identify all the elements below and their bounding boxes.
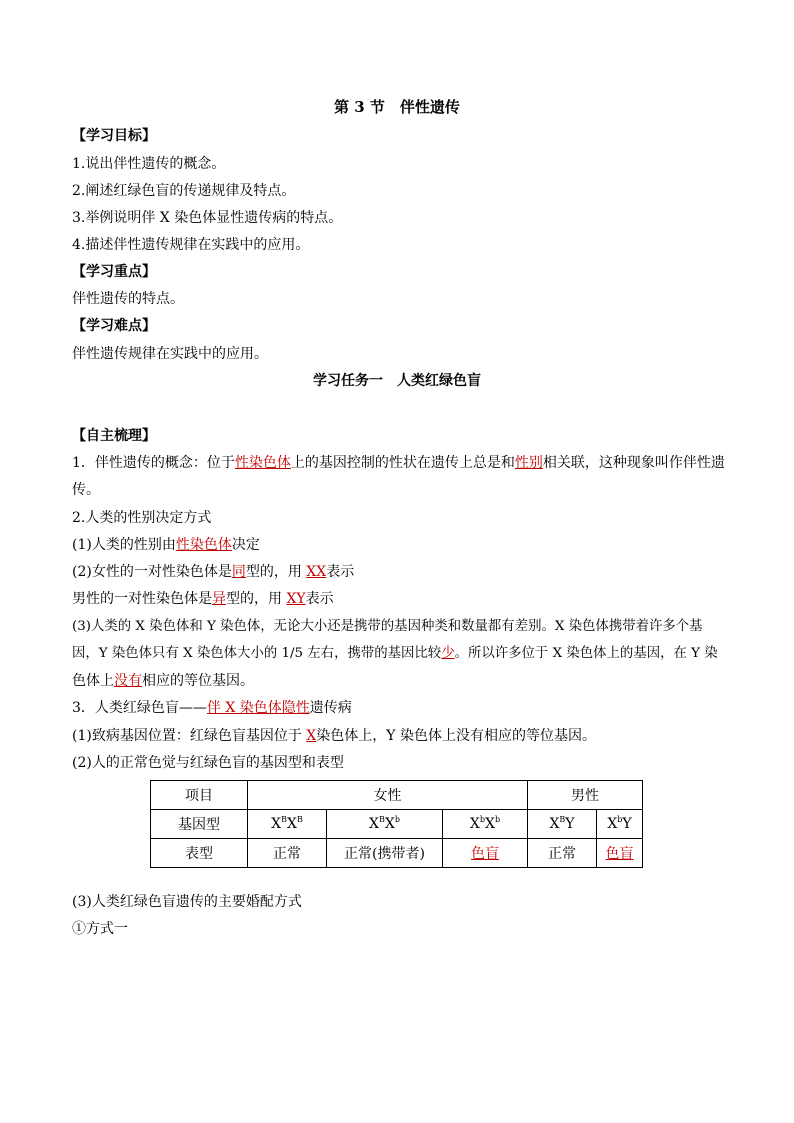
gene-location bbox=[72, 726, 596, 746]
xy-difference-line1: (3)人类的 X 染色体和 Y 染色体，无论大小还是携带的基因种类和数量都有差别。X 染色体携带着许多个基 bbox=[72, 619, 703, 634]
genotype-text: X bbox=[607, 816, 618, 832]
sex-determination-heading: 2.人类的性别决定方式 bbox=[72, 510, 212, 526]
goals-heading: 【学习目标】 bbox=[72, 128, 156, 144]
text-run: 因，Y 染色体只有 X 染色体大小的 1/5 左右，携带的基因比较 bbox=[72, 646, 442, 661]
genotype-text: Y bbox=[565, 816, 575, 832]
answer-blank: 性染色体 bbox=[175, 537, 232, 553]
page-title: 第 3 节 伴性遗传 bbox=[334, 98, 460, 116]
table-cell: 项目 bbox=[151, 781, 248, 810]
table-row bbox=[151, 839, 643, 868]
table-cell: 基因型 bbox=[151, 810, 248, 839]
text-run: 相应的等位基因。 bbox=[142, 673, 254, 689]
genotype-allele: b bbox=[617, 815, 623, 824]
goal-item: 2.阐述红绿色盲的传递规律及特点。 bbox=[72, 183, 296, 199]
genotype-text: X bbox=[369, 816, 379, 832]
answer-blank: XY bbox=[286, 591, 306, 607]
text-run: 男性的一对性染色体是 bbox=[72, 591, 212, 607]
table-cell bbox=[248, 810, 327, 839]
answer-blank: XX bbox=[306, 564, 327, 580]
text-run: 表示 bbox=[305, 591, 334, 607]
genotype-allele: b bbox=[479, 815, 485, 824]
table-cell bbox=[597, 810, 643, 839]
answer-blank: 性别 bbox=[514, 455, 543, 471]
marriage-pattern-1: ①方式一 bbox=[72, 921, 128, 937]
genotype-text: X bbox=[271, 816, 282, 832]
genotype-table-caption: (2)人的正常色觉与红绿色盲的基因型和表型 bbox=[72, 755, 344, 771]
text-run: (2)女性的一对性染色体是 bbox=[72, 564, 232, 580]
text-run: 型的，用 bbox=[226, 591, 287, 607]
text-run: 决定 bbox=[231, 537, 260, 553]
genotype-allele: B bbox=[378, 815, 385, 824]
text-run: 遗传病 bbox=[309, 700, 352, 716]
genotype-text: X bbox=[485, 816, 495, 832]
text-run: 色体上 bbox=[72, 673, 114, 689]
marriage-patterns-heading: (3)人类红绿色盲遗传的主要婚配方式 bbox=[72, 894, 302, 910]
text-run: 3．人类红绿色盲—— bbox=[72, 700, 207, 716]
answer-blank: 没有 bbox=[114, 673, 142, 689]
table-cell bbox=[528, 810, 597, 839]
text-run: 表示 bbox=[326, 564, 355, 580]
table-cell bbox=[443, 839, 528, 868]
text-run: 。所以许多位于 X 染色体上的基因，在 Y 染 bbox=[454, 646, 718, 661]
text-run: 1．伴性遗传的概念：位于 bbox=[72, 455, 235, 471]
difficult-heading: 【学习难点】 bbox=[72, 318, 156, 334]
sex-determination-2b bbox=[72, 589, 334, 609]
table-cell bbox=[443, 810, 528, 839]
answer-blank: 性染色体 bbox=[234, 455, 291, 471]
table-row bbox=[151, 810, 643, 839]
table-cell: 正常(携带者) bbox=[327, 839, 443, 868]
text-run: (1)人类的性别由 bbox=[72, 537, 176, 553]
key-text: 伴性遗传的特点。 bbox=[72, 291, 184, 307]
genotype-text: X bbox=[287, 816, 297, 832]
concept-paragraph-cont: 传。 bbox=[72, 482, 100, 498]
self-study-heading: 【自主梳理】 bbox=[72, 428, 156, 444]
genotype-text: X bbox=[384, 816, 395, 832]
text-run: 上的基因控制的性状在遗传上总是和 bbox=[290, 455, 515, 471]
text-run: 染色体上，Y 染色体上没有相应的等位基因。 bbox=[316, 728, 596, 744]
goal-item: 1.说出伴性遗传的概念。 bbox=[72, 156, 226, 172]
colorblind-heading bbox=[72, 698, 352, 718]
genotype-text: X bbox=[469, 816, 480, 832]
answer-blank: 同 bbox=[231, 564, 246, 580]
answer-blank: 色盲 bbox=[471, 846, 499, 862]
genotype-allele: b bbox=[494, 815, 501, 824]
text-run: (1)致病基因位置：红绿色盲基因位于 bbox=[72, 728, 307, 744]
genotype-text: X bbox=[549, 816, 560, 832]
genotype-allele: B bbox=[559, 815, 566, 824]
text-run: 相关联，这种现象叫作伴性遗 bbox=[542, 455, 725, 471]
answer-blank: X bbox=[306, 728, 317, 744]
key-heading: 【学习重点】 bbox=[72, 264, 156, 280]
concept-paragraph bbox=[72, 453, 725, 473]
answer-blank: 色盲 bbox=[605, 846, 634, 862]
goal-item: 4.描述伴性遗传规律在实践中的应用。 bbox=[72, 237, 310, 253]
table-cell: 男性 bbox=[528, 781, 643, 810]
genotype-table bbox=[150, 780, 643, 868]
difficult-text: 伴性遗传规律在实践中的应用。 bbox=[72, 346, 268, 362]
genotype-allele: b bbox=[394, 815, 400, 824]
table-cell: 表型 bbox=[151, 839, 248, 868]
answer-blank: 异 bbox=[212, 591, 226, 607]
goal-item: 3.举例说明伴 X 染色体显性遗传病的特点。 bbox=[72, 210, 343, 226]
genotype-allele: B bbox=[296, 815, 303, 824]
task-title: 学习任务一 人类红绿色盲 bbox=[313, 373, 481, 389]
text-run: 型的，用 bbox=[245, 564, 307, 580]
table-cell: 正常 bbox=[248, 839, 327, 868]
answer-blank: 伴 X 染色体隐性 bbox=[206, 700, 310, 716]
genotype-allele: B bbox=[281, 815, 287, 824]
table-cell: 正常 bbox=[528, 839, 597, 868]
sex-determination-2 bbox=[72, 562, 354, 582]
table-row bbox=[151, 781, 643, 810]
xy-difference-line3 bbox=[72, 671, 254, 691]
table-cell: 女性 bbox=[248, 781, 528, 810]
xy-difference-line2 bbox=[72, 644, 718, 664]
sex-determination-1 bbox=[72, 535, 260, 555]
table-cell bbox=[327, 810, 443, 839]
genotype-text: Y bbox=[622, 816, 632, 832]
answer-blank: 少 bbox=[441, 646, 455, 661]
table-cell bbox=[597, 839, 643, 868]
